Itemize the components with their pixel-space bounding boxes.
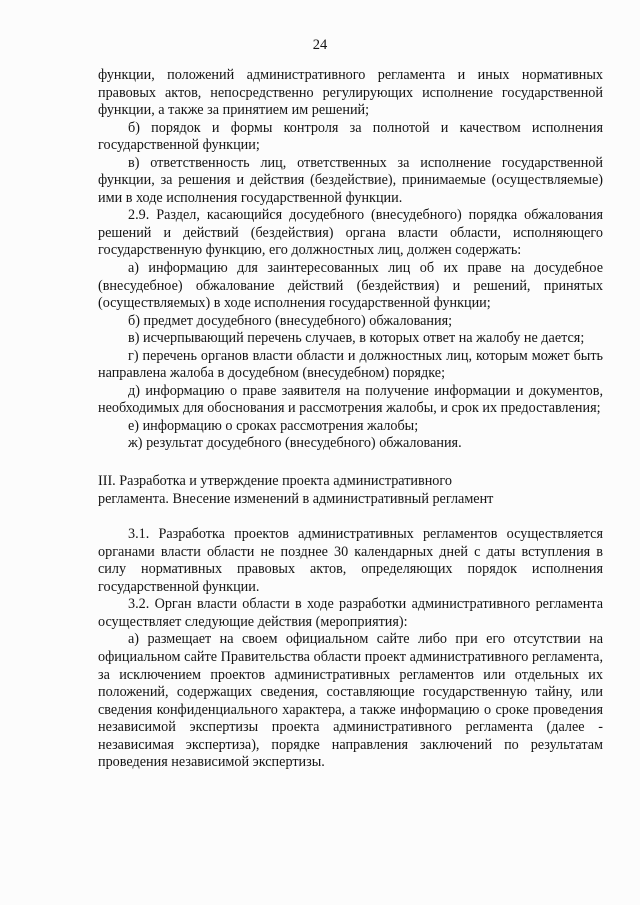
- page-number: 24: [312, 37, 328, 53]
- paragraph-item-g: г) перечень органов власти области и должностных лиц, которым может быть направлена жалоба в досудебном (внесудебном) порядке;: [98, 347, 603, 382]
- section-heading-line-1: III. Разработка и утверждение проекта административного: [98, 473, 452, 490]
- paragraph-3-2: 3.2. Орган власти области в ходе разработки административного регламента осуществляет следующие действия (мероприятия):: [98, 596, 603, 630]
- document-body: [98, 67, 603, 772]
- spacer: [98, 508, 603, 526]
- paragraph-3-2-a: а) размещает на своем официальном сайте либо при его отсутствии на официальном сайте Правительства области проект административного регламента, за исключением проектов административных регламентов или отдельных их положений, содержащих сведения, составляющие государственную тайну, или сведения конфиденциального характера, а также информацию о сроке проведения независимой экспертизы проекта административного регламента (далее - независимая экспертиза), порядке направления заключений по результатам проведения независимой экспертизы.: [98, 631, 603, 771]
- paragraph-item-b: б) порядок и формы контроля за полнотой и качеством исполнения государственной функции;: [98, 119, 603, 154]
- paragraph-item-d: д) информацию о праве заявителя на получение информации и документов, необходимых для обоснования и рассмотрения жалобы, и срок их предоставления;: [98, 382, 603, 417]
- section-heading-line-2: регламента. Внесение изменений в административный регламент: [98, 490, 494, 507]
- paragraph-item-zh: ж) результат досудебного (внесудебного) обжалования.: [128, 435, 462, 452]
- spacer: [98, 453, 603, 473]
- paragraph-item-b2: б) предмет досудебного (внесудебного) обжалования;: [128, 312, 453, 329]
- paragraph-2-9: 2.9. Раздел, касающийся досудебного (внесудебного) порядка обжалования решений и действий (бездействия) органа власти области, исполняющего государственную функцию, его должностных лиц, должен содержать:: [98, 207, 603, 259]
- paragraph-item-v: в) ответственность лиц, ответственных за исполнение государственной функции, за решения и действия (бездействие), принимаемые (осуществляемые) ими в ходе исполнения государственной функции.: [98, 154, 603, 206]
- paragraph-continuation: функции, положений административного регламента и иных нормативных правовых актов, непосредственно регулирующих исполнение государственной функции, а также за принятием им решений;: [98, 67, 603, 119]
- paragraph-3-1: 3.1. Разработка проектов административных регламентов осуществляется органами власти области не позднее 30 календарных дней с даты вступления в силу нормативных правовых актов, определяющих порядок исполнения государственной функции.: [98, 526, 603, 595]
- paragraph-item-e: е) информацию о сроках рассмотрения жалобы;: [128, 417, 419, 434]
- paragraph-item-v2: в) исчерпывающий перечень случаев, в которых ответ на жалобу не дается;: [128, 330, 585, 347]
- paragraph-item-a: а) информацию для заинтересованных лиц об их праве на досудебное (внесудебное) обжалование действий (бездействия) и решений, принятых (осуществляемых) в ходе исполнения государственной функции;: [98, 260, 603, 312]
